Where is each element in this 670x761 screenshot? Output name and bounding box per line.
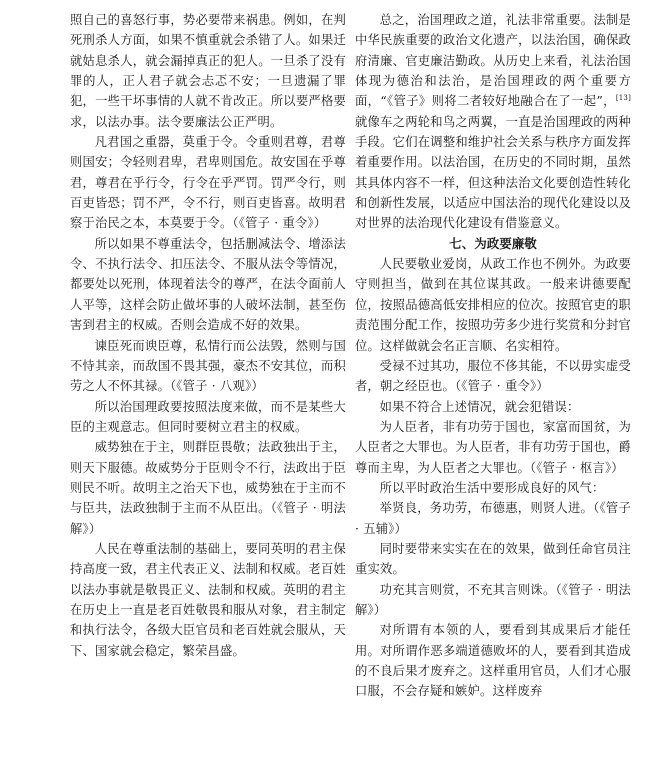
quote-guanzi-shuyan: 为人臣者，非有功劳于国也，家富而国贫，为人臣者之大罪也。为人臣者，非有功劳于国也，爵尊而主卑，为人臣者之大罪也。（《管子 · 枢言》）: [355, 419, 631, 475]
paragraph-left-3: 所以如果不尊重法令，包括删减法令、增添法令、不执行法令、扣压法令、不服从法令等情况，都要处以死刑，体现着法令的尊严，在法令面前人人平等，这样会防止做坏事的人破坏法制，甚至伤害到君主的权威。否则会造成不好的效果。: [70, 236, 346, 333]
paragraph-right-5: 所以平时政治生活中要形成良好的风气：: [379, 480, 605, 495]
paragraph-right-1: 人民要敬业爱岗，从政工作也不例外。为政要守则担当，做到在其位谋其政。一般来讲德要配位，按照品德高低安排相应的位次。按照官吏的职责范围分配工作，按照功劳多少进行奖赏和分封官位。这样做就会名正言顺、名实相符。: [355, 257, 631, 353]
paragraph-right-3: 如果不符合上述情况，就会犯错误：: [379, 399, 580, 414]
paragraph-right-7: 同时要带来实实在在的效果，做到任命官员注重实效。: [355, 541, 631, 577]
quote-guanzi-mingfajie: 威势独在于主，则群臣畏敬；法政独出于主，则天下服德。故威势分于臣则令不行，法政出于臣则民不听。故明主之治天下也，威势独在于主而不与臣共，法政独制于主而不从臣出。（《管子 · 明法解》）: [70, 440, 346, 536]
quote-guanzi-zhongling: 凡君国之重器，莫重于令。令重则君尊，君尊则国安；令轻则君卑，君卑则国危。故安国在乎尊君，尊君在乎行令，行令在乎严罚。罚严令行，则百吏皆恐；罚不严，令不行，则百吏皆喜。故明君察于治民之本，本莫要于令。（《管子 · 重令》）: [70, 135, 346, 231]
paragraph-left-1: 照自己的喜怒行事，势必要带来祸患。例如，在判死刑杀人方面，如果不慎重就会杀错了人。如果迁就姑息杀人，就会漏掉真正的犯人。一旦杀了没有罪的人，正人君子就会忐忑不安；一旦遗漏了罪犯，一些干坏事情的人就不肯改正。所以要严格要求，以法办事。法令要廉法公正严明。: [70, 13, 346, 129]
summary-text-after-ref: 就像车之两轮和鸟之两翼，一直是治国理政的两种手段。它们在调整和维护社会关系与秩序方面发挥着重要作用。以法治国，在历史的不同时期，虽然其具体内容不一样，但这种法治文化要创造性转化和创新性发展，以适应中国法治的现代化建设以及对世界的法治现代化建设有借鉴意义。: [355, 114, 631, 231]
left-column: [70, 10, 346, 661]
quote-guanzi-baguan: 谏臣死而谀臣尊，私情行而公法毁，然则与国不恃其亲，而敌国不畏其强，豪杰不安其位，而积劳之人不怀其禄。（《管子 · 八观》）: [70, 338, 346, 394]
quote-guanzi-mingfajie-2: 功充其言则赏，不充其言则诛。（《管子 · 明法解》）: [355, 582, 631, 617]
paragraph-left-5: 所以治国理政要按照法度来做，而不是某些大臣的主观意志。但同时要树立君主的权威。: [70, 399, 346, 434]
reference-marker: [13]: [615, 94, 631, 103]
paragraph-left-7: 人民在尊重法制的基础上，要同英明的君主保持高度一致，君主代表正义、法制和权威。老百姓以法办事就是敬畏正义、法制和权威。英明的君主在历史上一直是老百姓敬畏和服从对象，君主制定和执行法令，各级大臣官员和老百姓就会服从，天下、国家就会稳定，繁荣昌盛。: [70, 541, 346, 658]
right-column: [355, 10, 631, 702]
summary-text-before-ref: 总之，治国理政之道，礼法非常重要。法制是中华民族重要的政治文化遗产，以法治国，确保政府清廉、官吏廉洁勤政。从历史上来看，礼法治国体现为德治和法治，是治国理政的两个重要方面，“《管子》则将二者较好地融合在了一起”，: [355, 13, 631, 109]
quote-guanzi-wufu: 举贤良，务功劳，布德惠，则贤人进。（《管子 · 五辅》）: [355, 501, 631, 536]
paragraph-right-9: 对所谓有本领的人，要看到其成果后才能任用。对所谓作恶多端道德败坏的人，要看到其造成的不良后果才废弃之。这样重用官员，人们才心服口服，不会存疑和嫉妒。这样废弃: [355, 623, 631, 699]
paragraph-right-summary: [355, 10, 631, 234]
section-heading: 七、为政要廉敬: [449, 235, 537, 251]
quote-guanzi-zhongling-2: 受禄不过其功，服位不侈其能，不以毋实虚受者，朝之经臣也。（《管子 · 重令》）: [355, 358, 631, 394]
